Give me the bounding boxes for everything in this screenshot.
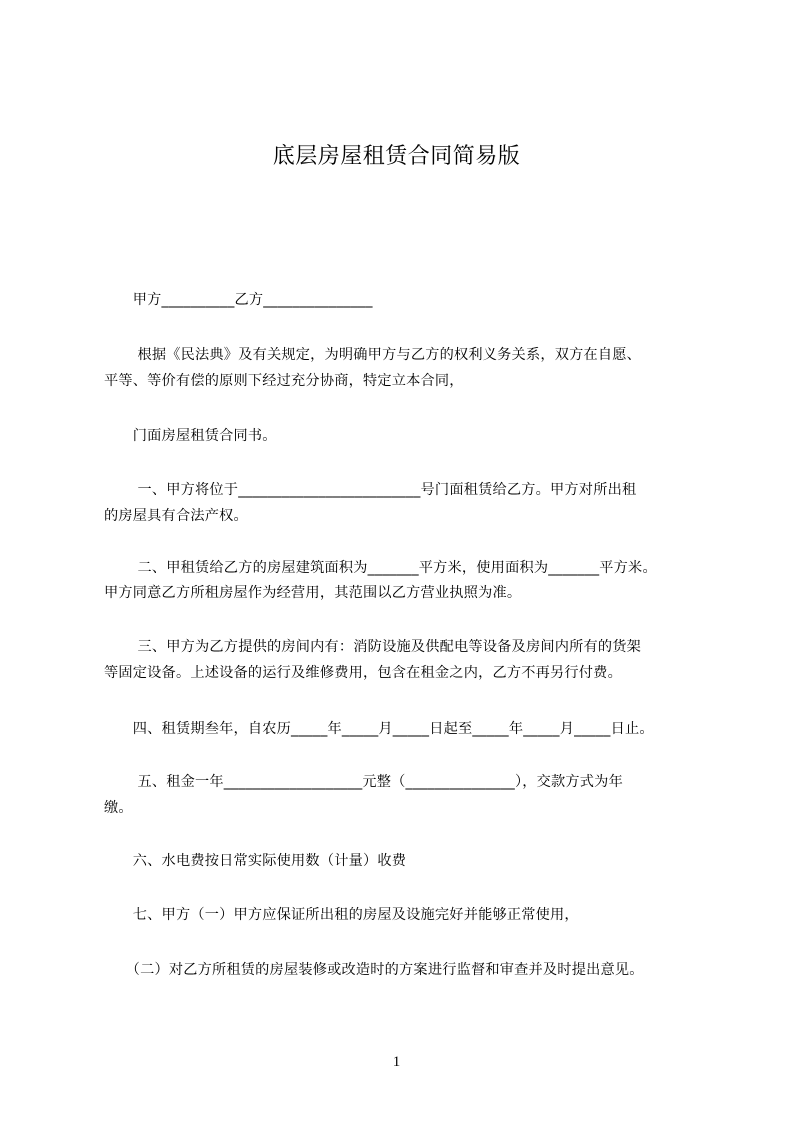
clause-4-line: 四、租赁期叁年，自农历_____年_____月_____日起至_____年_____月_____日止。 bbox=[104, 721, 654, 737]
clause-3-line-2: 等固定设备。上述设备的运行及维修费用，包含在租金之内，乙方不再另行付费。 bbox=[104, 665, 622, 681]
preamble-line-1: 根据《民法典》及有关规定，为明确甲方与乙方的权利义务关系，双方在自愿、 bbox=[104, 347, 642, 363]
clause-7-line-1: 七、甲方（一）甲方应保证所出租的房屋及设施完好并能够正常使用， bbox=[104, 907, 579, 923]
clause-7-line-2: （二）对乙方所租赁的房屋装修或改造时的方案进行监督和审查并及时提出意见。 bbox=[104, 962, 644, 978]
page-number: 1 bbox=[392, 1054, 401, 1070]
preamble-line-2: 平等、等价有偿的原则下经过充分协商，特定立本合同， bbox=[104, 373, 464, 389]
clause-2-line-1: 二、甲租赁给乙方的房屋建筑面积为_______平方米，使用面积为_______平方米。 bbox=[104, 560, 657, 576]
clause-5-line-2: 缴。 bbox=[104, 800, 133, 816]
clause-1-line-1: 一、甲方将位于_________________________号门面租赁给乙方。甲方对所出租 bbox=[104, 482, 637, 498]
document-title: 底层房屋租赁合同简易版 bbox=[272, 144, 521, 169]
party-line: 甲方__________乙方_______________ bbox=[104, 292, 373, 308]
clause-6-line: 六、水电费按日常实际使用数（计量）收费 bbox=[104, 853, 407, 869]
clause-3-line-1: 三、甲方为乙方提供的房间内有：消防设施及供配电等设备及房间内所有的货架 bbox=[104, 639, 642, 655]
clause-1-line-2: 的房屋具有合法产权。 bbox=[104, 508, 248, 524]
clause-5-line-1: 五、租金一年___________________元整（_______________），交款方式为年 bbox=[104, 774, 623, 790]
clause-2-line-2: 甲方同意乙方所租房屋作为经营用，其范围以乙方营业执照为准。 bbox=[104, 585, 522, 601]
contract-name-line: 门面房屋租赁合同书。 bbox=[104, 428, 277, 444]
